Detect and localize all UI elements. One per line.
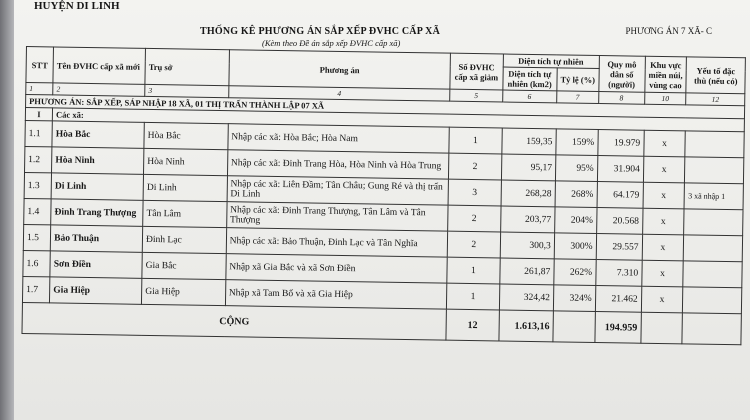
row-stt: 1.2 bbox=[25, 146, 53, 172]
total-area: 1.613,16 bbox=[498, 310, 553, 342]
row-special bbox=[685, 157, 744, 184]
row-office: Di Linh bbox=[143, 174, 227, 201]
row-name: Hòa Ninh bbox=[52, 147, 144, 174]
row-mountain: x bbox=[642, 208, 684, 235]
colnum-5: 5 bbox=[450, 89, 502, 102]
row-special: 3 xã nhập 1 bbox=[684, 183, 743, 210]
document-title: THỐNG KÊ PHƯƠNG ÁN SẮP XẾP ĐVHC CẤP XÃ bbox=[200, 26, 441, 37]
header-row bbox=[26, 47, 745, 71]
row-plan: Nhập các xã: Đinh Trang Thượng, Tân Lâm và Tân Thượng bbox=[226, 202, 448, 231]
total-mountain-empty bbox=[641, 312, 683, 344]
colnum-6: 6 bbox=[502, 90, 557, 103]
row-special bbox=[684, 235, 743, 262]
row-reduced: 3 bbox=[448, 179, 501, 206]
col-stt: STT bbox=[26, 47, 54, 83]
row-name: Bảo Thuận bbox=[50, 225, 142, 252]
row-population: 7.310 bbox=[595, 259, 641, 286]
row-office: Gia Hiệp bbox=[142, 278, 226, 305]
row-area: 324,42 bbox=[499, 284, 554, 311]
col-special: Yếu tố đặc thù (nếu có) bbox=[686, 57, 745, 94]
row-mountain: x bbox=[643, 182, 685, 209]
row-reduced: 2 bbox=[449, 153, 502, 180]
col-office: Trụ sở bbox=[145, 48, 229, 85]
col-area-group: Diện tích tự nhiên bbox=[503, 54, 599, 69]
row-plan: Nhập các xã: Đinh Trang Hòa, Hòa Ninh và Hòa Trung bbox=[227, 150, 449, 179]
colnum-2: 2 bbox=[53, 83, 145, 96]
col-name: Tên ĐVHC cấp xã mới bbox=[53, 47, 146, 84]
row-mountain: x bbox=[641, 286, 683, 313]
row-reduced: 1 bbox=[447, 283, 500, 310]
page-edge-shadow bbox=[0, 0, 14, 420]
row-special bbox=[683, 261, 742, 288]
row-ratio: 324% bbox=[553, 285, 595, 312]
row-mountain: x bbox=[643, 130, 685, 157]
col-area: Diện tích tự nhiên (km2) bbox=[502, 67, 557, 91]
plan-code: PHƯƠNG ÁN 7 XÃ- C bbox=[625, 26, 712, 36]
total-label: CỘNG bbox=[22, 302, 447, 340]
col-mountain: Khu vực miền núi, vùng cao bbox=[644, 56, 686, 93]
row-reduced: 2 bbox=[447, 231, 500, 258]
row-special bbox=[684, 209, 743, 236]
row-area: 261,87 bbox=[499, 258, 554, 285]
row-plan: Nhập các xã: Hòa Bắc; Hòa Nam bbox=[228, 124, 450, 153]
row-plan: Nhập xã Gia Bắc và xã Sơn Điền bbox=[226, 254, 448, 283]
col-area-ratio: Tỷ lệ (%) bbox=[557, 68, 599, 92]
plan-label: PHƯƠNG ÁN: SẮP XẾP, SÁP NHẬP 18 XÃ, 01 THỊ TRẤN THÀNH LẬP 07 XÃ bbox=[26, 95, 745, 119]
colnum-10: 10 bbox=[644, 92, 686, 105]
row-population: 21.462 bbox=[595, 285, 641, 312]
total-ratio-empty bbox=[553, 311, 595, 343]
row-population: 29.557 bbox=[596, 233, 642, 260]
row-name: Gia Hiệp bbox=[50, 277, 142, 304]
row-office: Gia Bắc bbox=[142, 252, 226, 279]
row-ratio: 262% bbox=[554, 259, 596, 286]
row-population: 19.979 bbox=[597, 129, 643, 156]
row-reduced: 1 bbox=[449, 127, 502, 154]
row-population: 64.179 bbox=[597, 181, 643, 208]
row-name: Sơn Điền bbox=[50, 251, 142, 278]
statistics-table bbox=[21, 46, 745, 345]
row-population: 20.568 bbox=[596, 207, 642, 234]
document-subtitle: (Kèm theo Đề án sắp xếp ĐVHC cấp xã) bbox=[262, 38, 401, 48]
row-office: Hòa Ninh bbox=[144, 148, 228, 175]
col-plan: Phương án bbox=[229, 50, 451, 89]
row-mountain: x bbox=[642, 234, 684, 261]
row-plan: Nhập xã Tam Bố và xã Gia Hiệp bbox=[225, 280, 447, 309]
row-plan: Nhập các xã: Bảo Thuận, Đinh Lạc và Tân Nghĩa bbox=[226, 228, 448, 257]
col-population: Quy mô dân số (người) bbox=[598, 56, 645, 93]
colnum-12: 12 bbox=[686, 93, 745, 106]
row-stt: 1.5 bbox=[23, 224, 51, 250]
row-ratio: 268% bbox=[555, 181, 597, 208]
row-mountain: x bbox=[643, 156, 685, 183]
section-stt: I bbox=[25, 108, 52, 121]
row-stt: 1.7 bbox=[22, 276, 50, 302]
row-area: 203,77 bbox=[500, 206, 555, 233]
total-special-empty bbox=[682, 313, 741, 345]
row-special bbox=[685, 131, 744, 158]
row-stt: 1.1 bbox=[25, 120, 53, 146]
row-area: 95,17 bbox=[501, 154, 556, 181]
row-stt: 1.4 bbox=[24, 198, 52, 224]
row-name: Di Linh bbox=[51, 173, 143, 200]
row-ratio: 95% bbox=[555, 155, 597, 182]
row-ratio: 159% bbox=[556, 129, 598, 156]
row-ratio: 204% bbox=[554, 207, 596, 234]
row-area: 268,28 bbox=[501, 180, 556, 207]
col-reduced: Số ĐVHC cấp xã giảm bbox=[450, 53, 503, 90]
row-office: Hòa Bắc bbox=[144, 122, 228, 149]
row-ratio: 300% bbox=[554, 233, 596, 260]
row-stt: 1.6 bbox=[23, 250, 51, 276]
row-area: 159,35 bbox=[501, 128, 556, 155]
row-office: Đinh Lạc bbox=[142, 226, 226, 253]
row-name: Hòa Bắc bbox=[52, 121, 144, 148]
row-name: Đinh Trang Thượng bbox=[51, 199, 143, 226]
section-label: Các xã: bbox=[52, 108, 744, 132]
colnum-3: 3 bbox=[145, 84, 229, 97]
row-population: 31.904 bbox=[597, 155, 643, 182]
colnum-7: 7 bbox=[557, 91, 599, 104]
colnum-1: 1 bbox=[26, 83, 53, 95]
row-plan: Nhập các xã: Liên Đầm; Tân Châu; Gung Ré và thị trấn Di Linh bbox=[227, 176, 449, 205]
row-reduced: 2 bbox=[448, 205, 501, 232]
row-area: 300,3 bbox=[500, 232, 555, 259]
row-mountain: x bbox=[641, 260, 683, 287]
row-special bbox=[683, 287, 742, 314]
colnum-8: 8 bbox=[598, 91, 644, 104]
row-stt: 1.3 bbox=[24, 172, 52, 198]
district-heading: HUYỆN DI LINH bbox=[34, 0, 120, 12]
total-population: 194.959 bbox=[595, 311, 641, 343]
total-reduced: 12 bbox=[446, 309, 499, 341]
colnum-4: 4 bbox=[228, 86, 450, 101]
row-office: Tân Lâm bbox=[143, 200, 227, 227]
row-reduced: 1 bbox=[447, 257, 500, 284]
